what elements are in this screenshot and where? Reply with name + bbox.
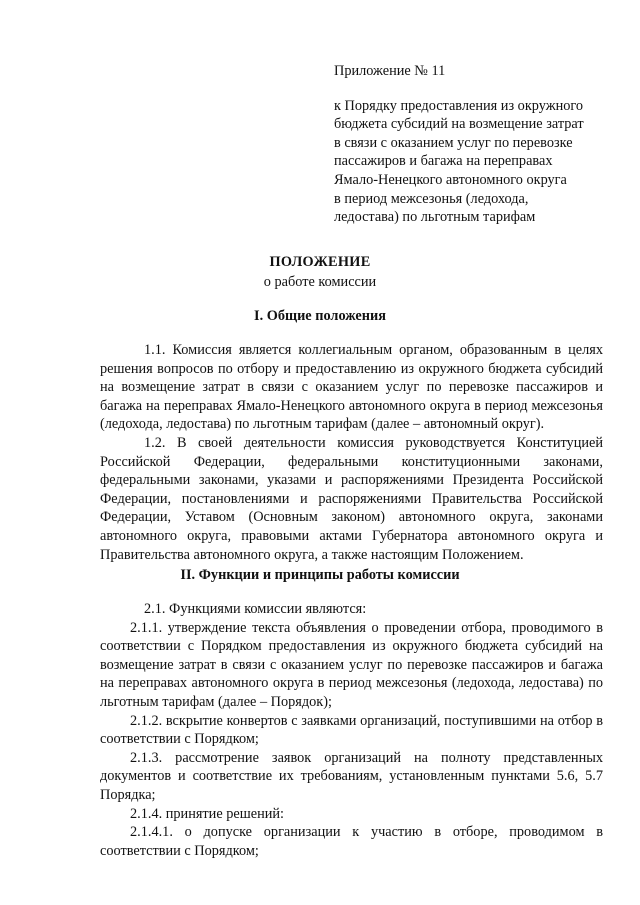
section-1-heading: I. Общие положения	[254, 308, 386, 324]
paragraph-2-1-1: 2.1.1. утверждение текста объявления о проведении отбора, проводимого в соответствии с Порядком предоставления из окружного бюджета субсидий на возмещение затрат в связи с оказанием услуг по перевозке пассажиров и багажа на переправах автономного округа в период межсезонья (ледохода, ледостава) по льготным тарифам (далее – Порядок);	[100, 619, 603, 710]
paragraph-2-1: 2.1. Функциями комиссии являются:	[144, 601, 367, 617]
section-1-text	[100, 341, 603, 564]
section-2-text	[100, 600, 603, 860]
paragraph-2-1-3: 2.1.3. рассмотрение заявок организаций на полноту представленных документов и соответствие их требованиям, установленным пунктами 5.6, 5.7 Порядка;	[100, 749, 603, 803]
annex-line: в связи с оказанием услуг по перевозке	[334, 134, 573, 151]
annex-block	[334, 62, 614, 227]
annex-line: пассажиров и багажа на переправах	[334, 153, 553, 170]
document-title: ПОЛОЖЕНИЕ	[269, 254, 371, 270]
paragraph-1-1: 1.1. Комиссия является коллегиальным органом, образованным в целях решения вопросов по отбору и предоставлению из окружного бюджета субсидий на возмещение затрат в связи с оказанием услуг по перевозке пассажиров и багажа на переправах Ямало-Ненецкого автономного округа в период межсезонья (ледохода, ледостава) по льготным тарифам (далее – автономный округ).	[100, 342, 603, 433]
annex-line: бюджета субсидий на возмещение затрат	[334, 116, 584, 133]
annex-number: Приложение № 11	[334, 63, 446, 79]
paragraph-2-1-2: 2.1.2. вскрытие конвертов с заявками организаций, поступившими на отбор в соответствии с Порядком;	[100, 712, 603, 748]
paragraph-1-2: 1.2. В своей деятельности комиссия руководствуется Конституцией Российской Федерации, федеральными конституционными законами, федеральными законами, указами и распоряжениями Президента Российской Федерации, постановлениями и распоряжениями Правительства Российской Федерации, Уставом (Основным законом) автономного округа, законами автономного округа, правовыми актами Губернатора автономного округа и Правительства автономного округа, а также настоящим Положением.	[100, 434, 603, 563]
document-subtitle: о работе комиссии	[263, 274, 377, 290]
paragraph-2-1-4-1: 2.1.4.1. о допуске организации к участию в отборе, проводимом в соответствии с Порядком;	[100, 824, 603, 859]
paragraph-2-1-4: 2.1.4. принятие решений:	[130, 805, 285, 822]
annex-line: к Порядку предоставления из окружного	[334, 97, 584, 114]
annex-line: Ямало-Ненецкого автономного округа	[334, 171, 567, 188]
annex-line: ледостава) по льготным тарифам	[334, 209, 536, 226]
annex-reference	[334, 97, 614, 227]
section-2-heading: II. Функции и принципы работы комиссии	[180, 567, 460, 583]
annex-line: в период межсезонья (ледохода,	[334, 190, 529, 207]
